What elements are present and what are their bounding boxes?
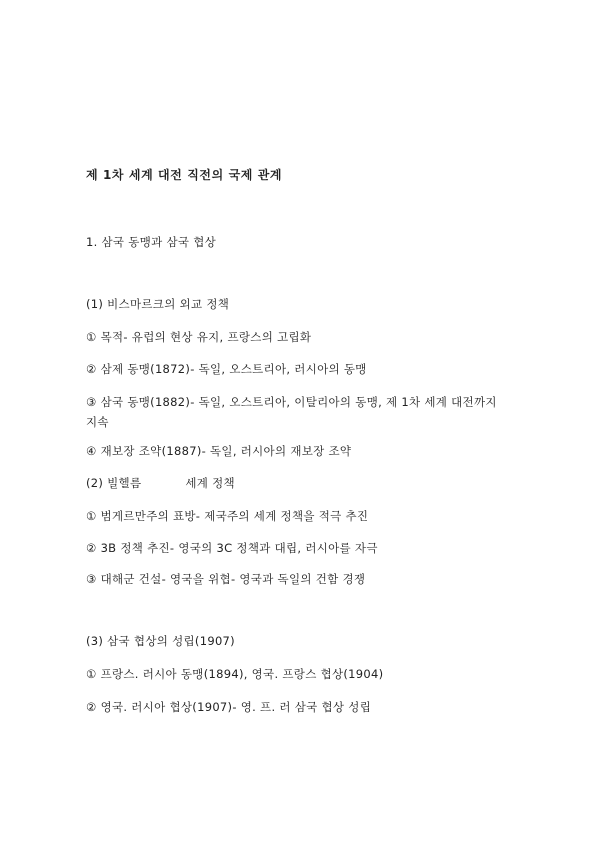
subsection-heading-part: 세계 정책 <box>185 476 235 490</box>
section-heading: 1. 삼국 동맹과 삼국 협상 <box>86 235 217 249</box>
list-item: ② 영국. 러시아 협상(1907)- 영. 프. 러 삼국 협상 성립 <box>86 700 372 714</box>
list-item: ① 프랑스. 러시아 동맹(1894), 영국. 프랑스 협상(1904) <box>86 667 384 681</box>
subsection-heading: (3) 삼국 협상의 성립(1907) <box>86 634 235 648</box>
list-item: ③ 삼국 동맹(1882)- 독일, 오스트리아, 이탈리아의 동맹, 제 1차 세계 대전까지 지속 <box>86 395 497 429</box>
document-title: 제 1차 세계 대전 직전의 국제 관계 <box>86 168 283 182</box>
list-item: ② 삼제 동맹(1872)- 독일, 오스트리아, 러시아의 동맹 <box>86 362 367 376</box>
list-item: ④ 재보장 조약(1887)- 독일, 러시아의 재보장 조약 <box>86 444 352 458</box>
list-item: ③ 대해군 건설- 영국을 위협- 영국과 독일의 건함 경쟁 <box>86 572 366 586</box>
list-item: ① 목적- 유럽의 현상 유지, 프랑스의 고립화 <box>86 330 312 344</box>
subsection-heading-part: (2) 빌헬름 <box>86 476 142 490</box>
list-item: ② 3B 정책 추진- 영국의 3C 정책과 대립, 러시아를 자극 <box>86 541 378 555</box>
subsection-heading <box>86 476 235 490</box>
subsection-heading: (1) 비스마르크의 외교 정책 <box>86 297 230 311</box>
list-item: ① 범게르만주의 표방- 제국주의 세계 정책을 적극 추진 <box>86 509 369 523</box>
